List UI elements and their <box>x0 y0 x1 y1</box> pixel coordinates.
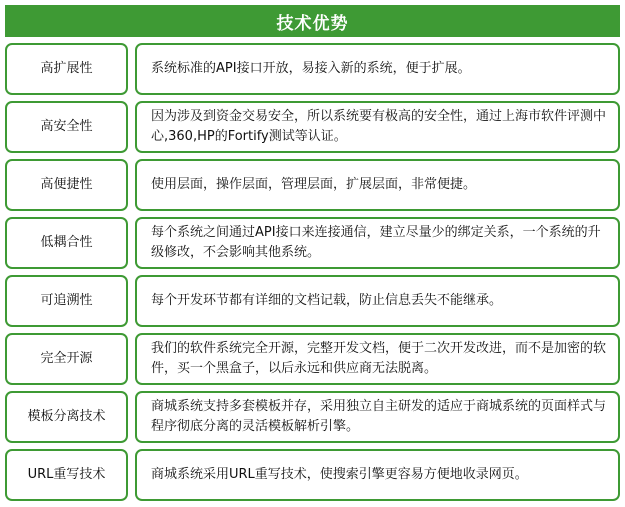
advantage-label: 模板分离技术 <box>5 391 128 443</box>
advantage-label: 高安全性 <box>5 101 128 153</box>
advantage-description: 每个开发环节都有详细的文档记载，防止信息丢失不能继承。 <box>135 275 620 327</box>
advantage-row-open-source <box>5 333 620 385</box>
advantage-label: 高便捷性 <box>5 159 128 211</box>
advantage-description: 因为涉及到资金交易安全，所以系统要有极高的安全性，通过上海市软件评测中心,360,HP的Fortify测试等认证。 <box>135 101 620 153</box>
advantage-label: 高扩展性 <box>5 43 128 95</box>
advantage-row-convenience <box>5 159 620 211</box>
advantage-label: 可追溯性 <box>5 275 128 327</box>
advantage-description: 系统标准的API接口开放，易接入新的系统，便于扩展。 <box>135 43 620 95</box>
advantage-description: 使用层面，操作层面，管理层面，扩展层面，非常便捷。 <box>135 159 620 211</box>
advantage-row-low-coupling <box>5 217 620 269</box>
advantages-table <box>5 43 620 507</box>
advantage-row-traceability <box>5 275 620 327</box>
advantage-row-url-rewrite <box>5 449 620 501</box>
advantage-label: 完全开源 <box>5 333 128 385</box>
advantage-description: 商城系统采用URL重写技术，使搜索引擎更容易方便地收录网页。 <box>135 449 620 501</box>
advantage-row-template-separation <box>5 391 620 443</box>
page-title: 技术优势 <box>5 5 620 37</box>
advantage-description: 我们的软件系统完全开源，完整开发文档，便于二次开发改进，而不是加密的软件，买一个黑盒子，以后永远和供应商无法脱离。 <box>135 333 620 385</box>
advantage-label: 低耦合性 <box>5 217 128 269</box>
advantage-description: 商城系统支持多套模板并存，采用独立自主研发的适应于商城系统的页面样式与程序彻底分离的灵活模板解析引擎。 <box>135 391 620 443</box>
advantage-description: 每个系统之间通过API接口来连接通信，建立尽量少的绑定关系，一个系统的升级修改，不会影响其他系统。 <box>135 217 620 269</box>
advantage-row-extensibility <box>5 43 620 95</box>
advantage-row-security <box>5 101 620 153</box>
advantage-label: URL重写技术 <box>5 449 128 501</box>
